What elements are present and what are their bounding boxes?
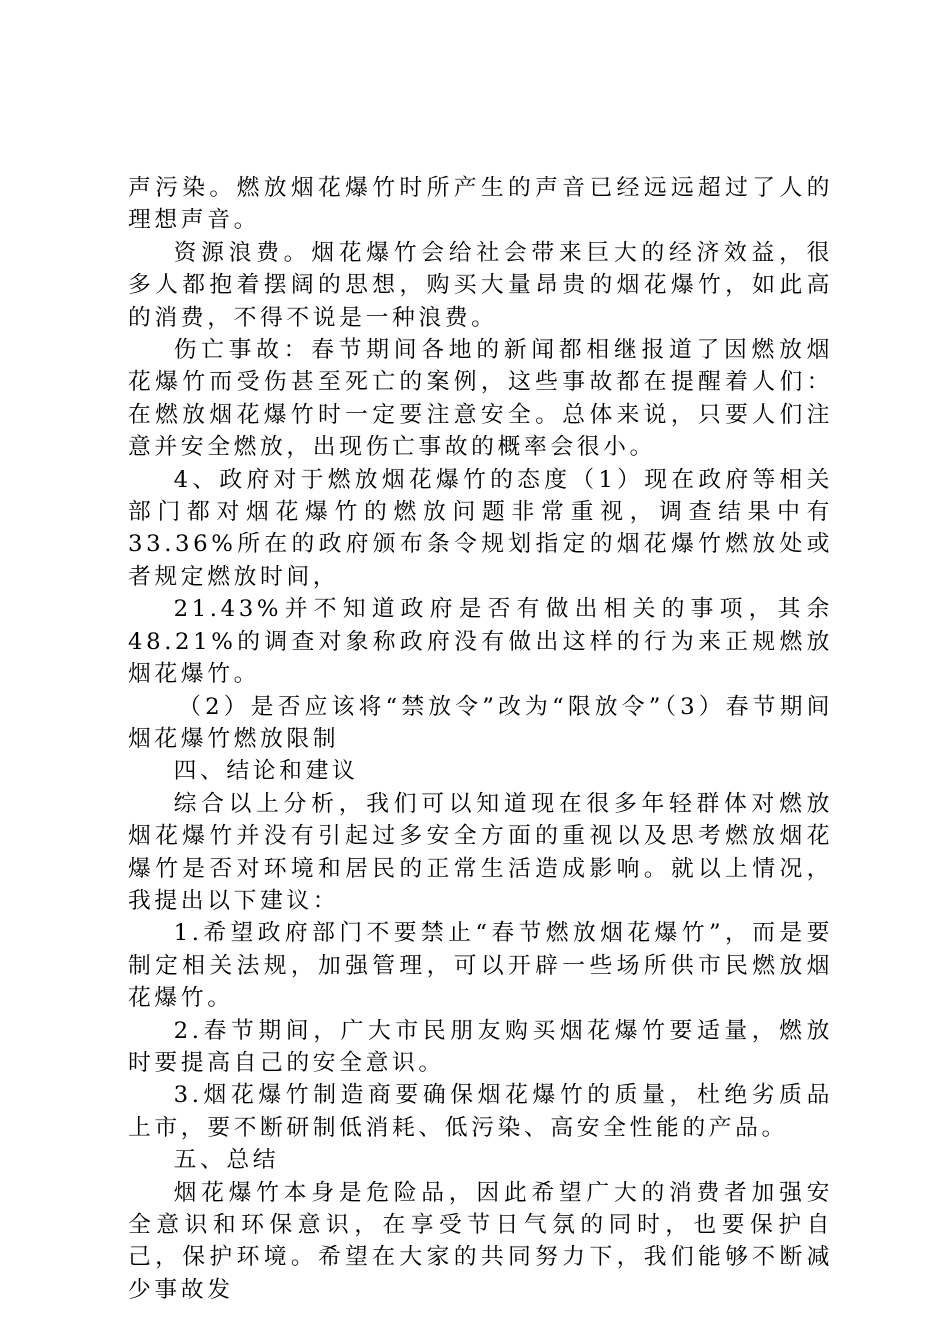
paragraph-suggestion-2: 2.春节期间，广大市民朋友购买烟花爆竹要适量，燃放时要提高自己的安全意识。 — [128, 1017, 833, 1076]
paragraph-resource-waste: 资源浪费。烟花爆竹会给社会带来巨大的经济效益，很多人都抱着摆阔的思想，购买大量昂贵的烟花爆竹，如此高的消费，不得不说是一种浪费。 — [128, 239, 833, 331]
paragraph-analysis-summary: 综合以上分析，我们可以知道现在很多年轻群体对燃放烟花爆竹并没有引起过多安全方面的重视以及思考燃放烟花爆竹是否对环境和居民的正常生活造成影响。就以上情况，我提出以下建议： — [128, 790, 833, 914]
document-page — [128, 172, 833, 1306]
paragraph-government-attitude: 4、政府对于燃放烟花爆竹的态度（1）现在政府等相关部门都对烟花爆竹的燃放问题非常重视，调查结果中有33.36%所在的政府颁布条令规划指定的烟花爆竹燃放处或者规定燃放时间， — [128, 466, 833, 590]
paragraph-survey-percentages: 21.43%并不知道政府是否有做出相关的事项，其余48.21%的调查对象称政府没有做出这样的行为来正规燃放烟花爆竹。 — [128, 596, 833, 688]
paragraph-ban-vs-limit: （2）是否应该将“禁放令”改为“限放令”（3）春节期间烟花爆竹燃放限制 — [128, 693, 833, 752]
paragraph-suggestion-1: 1.希望政府部门不要禁止“春节燃放烟花爆竹”，而是要制定相关法规，加强管理，可以开辟一些场所供市民燃放烟花爆竹。 — [128, 920, 833, 1012]
paragraph-closing: 烟花爆竹本身是危险品，因此希望广大的消费者加强安全意识和环保意识，在享受节日气氛的同时，也要保护自己，保护环境。希望在大家的共同努力下，我们能够不断减少事故发 — [128, 1179, 833, 1303]
paragraph-casualty-accidents: 伤亡事故：春节期间各地的新闻都相继报道了因燃放烟花爆竹而受伤甚至死亡的案例，这些事故都在提醒着人们：在燃放烟花爆竹时一定要注意安全。总体来说，只要人们注意并安全燃放，出现伤亡事故的概率会很小。 — [128, 337, 833, 461]
section-heading-summary: 五、总结 — [173, 1147, 280, 1174]
section-heading-conclusions: 四、结论和建议 — [173, 758, 359, 785]
paragraph-suggestion-3: 3.烟花爆竹制造商要确保烟花爆竹的质量，杜绝劣质品上市，要不断研制低消耗、低污染、高安全性能的产品。 — [128, 1082, 833, 1141]
paragraph-noise-pollution: 声污染。燃放烟花爆竹时所产生的声音已经远远超过了人的理想声音。 — [128, 175, 833, 234]
